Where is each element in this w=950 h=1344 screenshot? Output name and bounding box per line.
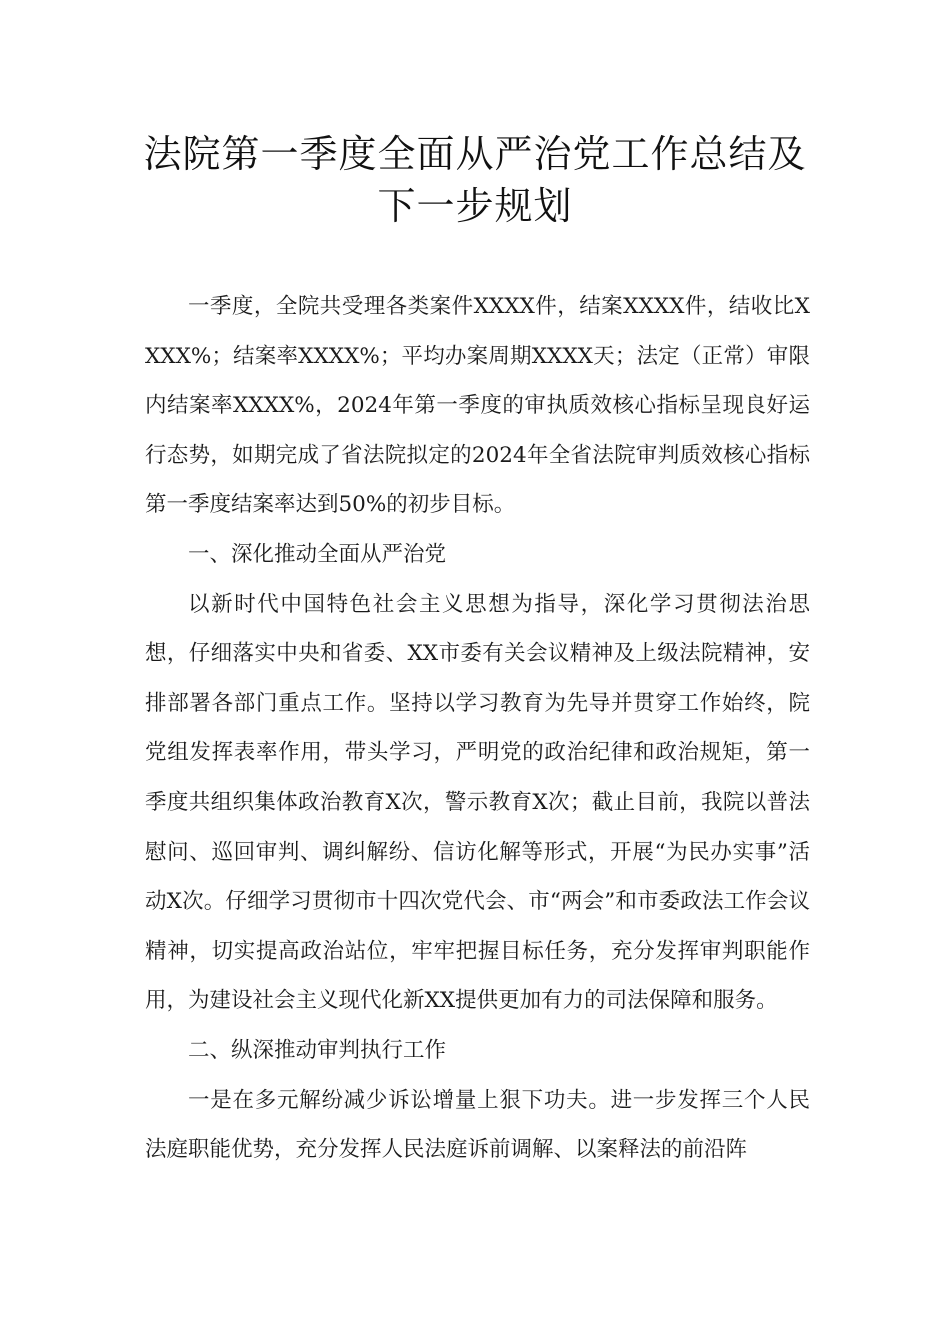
- title-line-1: 法院第一季度全面从严治党工作总结及: [143, 132, 807, 176]
- section-heading-2: 二、纵深推动审判执行工作: [188, 1037, 447, 1063]
- title-line-2: 下一步规划: [377, 184, 573, 228]
- paragraph-summary: 一季度，全院共受理各类案件XXXX件，结案XXXX件，结收比XXXX%；结案率XXXX%；平均办案周期XXXX天；法定（正常）审限内结案率XXXX%，2024年第一季度的审执质效核心指标呈现良好运行态势，如期完成了省法院拟定的2024年全省法院审判质效核心指标第一季度结案率达到50%的初步目标。: [145, 294, 810, 518]
- document-title: [0, 128, 950, 232]
- paragraph-party-building: 以新时代中国特色社会主义思想为指导，深化学习贯彻法治思想，仔细落实中央和省委、XX市委有关会议精神及上级法院精神，安排部署各部门重点工作。坚持以学习教育为先导并贯穿工作始终，院党组发挥表率作用，带头学习，严明党的政治纪律和政治规矩，第一季度共组织集体政治教育X次，警示教育X次；截止目前，我院以普法慰问、巡回审判、调纠解纷、信访化解等形式，开展“为民办实事”活动X次。仔细学习贯彻市十四次党代会、市“两会”和市委政法工作会议精神，切实提高政治站位，牢牢把握目标任务，充分发挥审判职能作用，为建设社会主义现代化新XX提供更加有力的司法保障和服务。: [145, 591, 810, 1014]
- document-body: [145, 282, 810, 1175]
- paragraph-dispute-resolution: 一是在多元解纷减少诉讼增量上狠下功夫。进一步发挥三个人民法庭职能优势，充分发挥人民法庭诉前调解、以案释法的前沿阵: [145, 1087, 810, 1163]
- section-heading-1: 一、深化推动全面从严治党: [188, 541, 447, 567]
